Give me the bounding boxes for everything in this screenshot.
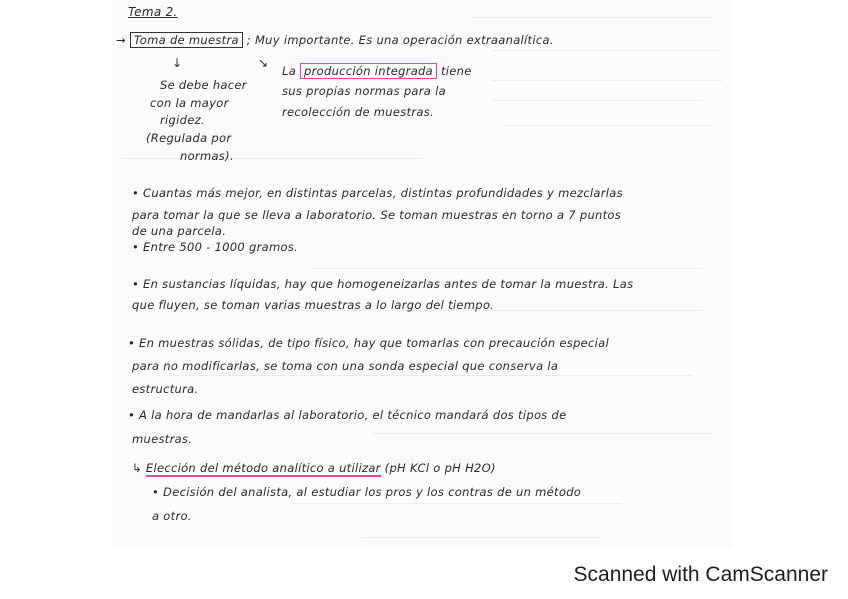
bullet1-line-4: • Entre 500 - 1000 gramos. [132, 240, 299, 254]
left-note-line-3: rigidez. [160, 113, 205, 127]
arrow-return-icon: ↳ [132, 461, 142, 475]
left-note-line-4: (Regulada por [146, 131, 232, 145]
right-note-line-2: sus propias normas para la [282, 84, 446, 98]
section2-line-1: • Decisión del analista, al estudiar los pros y los contras de un método [152, 485, 582, 499]
left-note-line-1: Se debe hacer [160, 78, 247, 92]
bullet1-line-1: • Cuantas más mejor, en distintas parcelas, distintas profundidades y mezclarlas [132, 186, 623, 200]
bullet4-line-1: • A la hora de mandarlas al laboratorio, el técnico mandará dos tipos de [128, 408, 567, 422]
arrow-diagonal-icon: ↘ [258, 56, 269, 70]
bullet3-line-1: • En muestras sólidas, de tipo físico, hay que tomarlas con precaución especial [128, 336, 610, 350]
bullet1-line-2: para tomar la que se lleva a laboratorio. Se toman muestras en torno a 7 puntos [132, 208, 622, 222]
section1-separator: ; [246, 33, 251, 47]
section1-header [116, 33, 554, 47]
left-note-line-2: con la mayor [150, 96, 229, 110]
right-note-line-1 [282, 64, 472, 78]
bullet2-line-2: que fluyen, se toman varias muestras a lo largo del tiempo. [132, 298, 495, 312]
arrow-down-icon: ↓ [172, 56, 183, 70]
arrow-right-icon: → [116, 33, 126, 47]
bullet3-line-3: estructura. [132, 382, 199, 396]
produccion-integrada-highlight: producción integrada [300, 63, 437, 79]
page-title: Tema 2. [128, 5, 178, 19]
section2-paren: (pH KCl o pH H2O) [384, 461, 496, 475]
right-note-rest: tiene [440, 64, 472, 78]
camscanner-watermark: Scanned with CamScanner [573, 563, 828, 586]
left-note-line-5: normas). [180, 149, 234, 163]
section2-header [132, 461, 496, 475]
section1-topic: Toma de muestra [130, 32, 243, 48]
bullet3-line-2: para no modificarlas, se toma con una sonda especial que conserva la [132, 359, 559, 373]
section1-statement: Muy importante. Es una operación extraanalítica. [254, 33, 554, 47]
bullet1-line-3: de una parcela. [132, 224, 227, 238]
section2-topic: Elección del método analítico a utilizar [145, 461, 381, 475]
right-note-intro: La [282, 64, 297, 78]
section2-line-2: a otro. [152, 509, 192, 523]
bullet2-line-1: • En sustancias líquidas, hay que homogeneizarlas antes de tomar la muestra. Las [132, 277, 634, 291]
bullet4-line-2: muestras. [132, 432, 193, 446]
right-note-line-3: recolección de muestras. [282, 105, 434, 119]
